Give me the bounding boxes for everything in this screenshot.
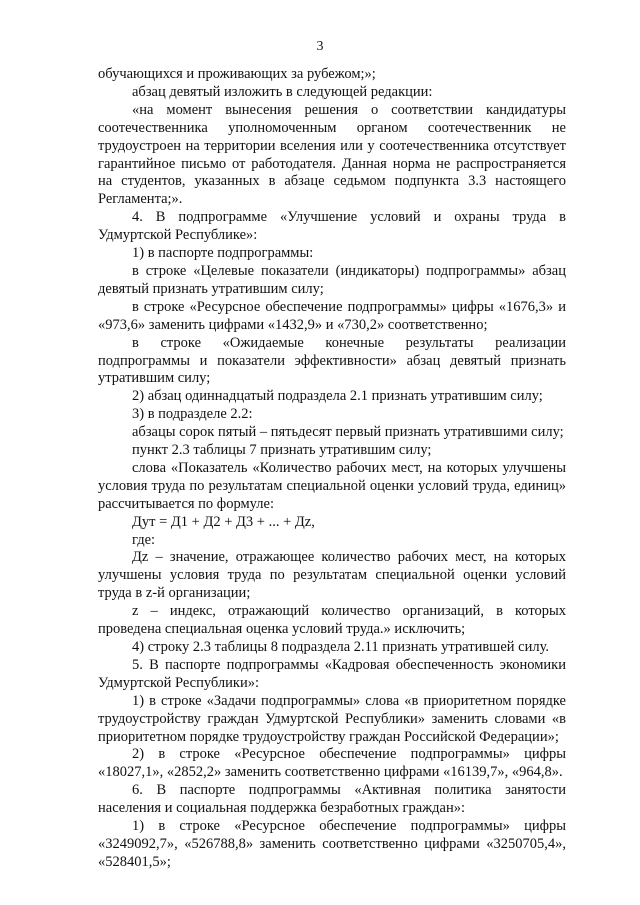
- paragraph: где:: [132, 531, 156, 548]
- paragraph: 1) в строке «Ресурсное обеспечение подпрограммы» цифры «3249092,7», «526788,8» заменить соответственно цифрами «3250705,4», «528401,5»;: [98, 818, 566, 870]
- paragraph: слова «Показатель «Количество рабочих мест, на которых улучшены условия труда по результатам специальной оценки условий труда, единиц» рассчитывается по формуле:: [98, 459, 566, 512]
- paragraph: 6. В паспорте подпрограммы «Активная политика занятости населения и социальная поддержка безработных граждан»:: [98, 782, 566, 817]
- paragraph: 4) строку 2.3 таблицы 8 подраздела 2.11 признать утратившей силу.: [132, 639, 550, 655]
- paragraph: z – индекс, отражающий количество организаций, в которых проведена специальная оценка условий труда.» исключить;: [98, 603, 566, 638]
- document-body: [98, 66, 566, 872]
- paragraph: Дут = Д1 + Д2 + Д3 + ... + Дz,: [132, 513, 315, 530]
- paragraph: 1) в паспорте подпрограммы:: [132, 245, 314, 262]
- paragraph: 4. В подпрограмме «Улучшение условий и охраны труда в Удмуртской Республике»:: [98, 209, 566, 244]
- paragraph: абзацы сорок пятый – пятьдесят первый признать утратившими силу;: [132, 424, 564, 441]
- paragraph: 2) абзац одиннадцатый подраздела 2.1 признать утратившим силу;: [132, 388, 543, 405]
- paragraph: в строке «Ресурсное обеспечение подпрограммы» цифры «1676,3» и «973,6» заменить цифрами «1432,9» и «730,2» соответственно;: [98, 298, 566, 333]
- page-number: 3: [316, 39, 324, 54]
- paragraph: 1) в строке «Задачи подпрограммы» слова «в приоритетном порядке трудоустройству граждан Удмуртской Республики» заменить словами «в приоритетном порядке трудоустройству граждан Российской Федерации»;: [98, 692, 566, 745]
- paragraph: 5. В паспорте подпрограммы «Кадровая обеспеченность экономики Удмуртской Республики»:: [98, 656, 566, 691]
- paragraph: «на момент вынесения решения о соответствии кандидатуры соотечественника уполномоченным органом соотечественник не трудоустроен на территории вселения или у соотечественника отсутствует гарантийное письмо от работодателя. Данная норма не распространяется на студентов, указанных в абзаце седьмом подпункта 3.3 настоящего Регламента;».: [98, 101, 566, 208]
- paragraph: обучающихся и проживающих за рубежом;»;: [98, 66, 376, 82]
- paragraph: в строке «Целевые показатели (индикаторы) подпрограммы» абзац девятый признать утратившим силу;: [98, 262, 566, 297]
- paragraph: Дz – значение, отражающее количество рабочих мест, на которых улучшены условия труда по результатам специальной оценки условий труда в z-й организации;: [98, 549, 566, 602]
- paragraph: в строке «Ожидаемые конечные результаты реализации подпрограммы и показатели эффективности» абзац девятый признать утратившим силу;: [98, 334, 566, 387]
- paragraph: 2) в строке «Ресурсное обеспечение подпрограммы» цифры «18027,1», «2852,2» заменить соответственно цифрами «16139,7», «964,8».: [98, 746, 566, 781]
- paragraph: пункт 2.3 таблицы 7 признать утратившим силу;: [132, 442, 432, 459]
- paragraph: 3) в подразделе 2.2:: [132, 406, 253, 423]
- paragraph: абзац девятый изложить в следующей редакции:: [132, 83, 433, 100]
